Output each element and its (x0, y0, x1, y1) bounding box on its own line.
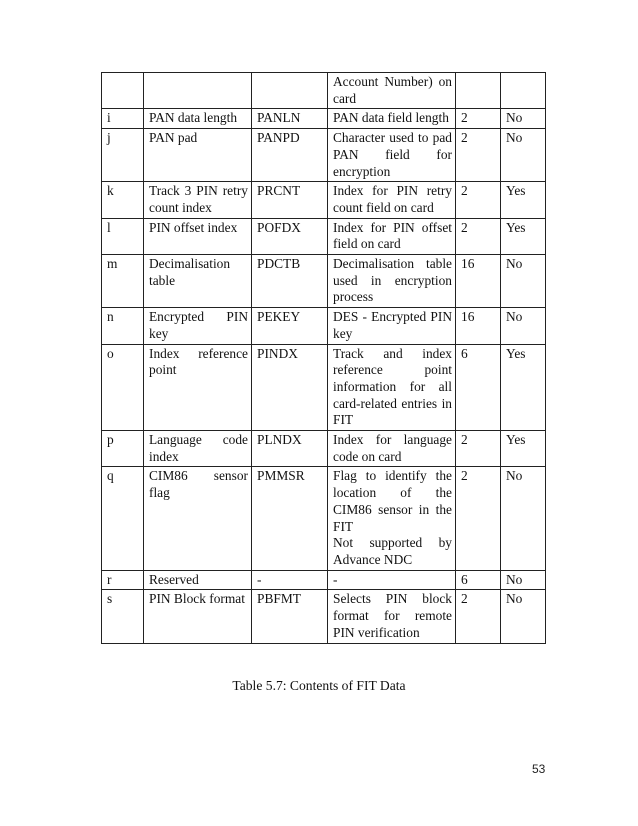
cell-size (456, 73, 501, 109)
cell-letter: i (102, 109, 144, 129)
cell-name: PAN pad (144, 129, 252, 182)
cell-description: - (328, 570, 456, 590)
cell-size: 6 (456, 570, 501, 590)
table-row (102, 344, 546, 431)
table-row (102, 109, 546, 129)
cell-size: 2 (456, 182, 501, 218)
cell-description-note: Not supported by Advance NDC (333, 535, 452, 567)
cell-letter: q (102, 467, 144, 570)
cell-flag: Yes (501, 431, 546, 467)
cell-letter: l (102, 218, 144, 254)
cell-flag: No (501, 590, 546, 643)
cell-mnemonic: - (252, 570, 328, 590)
cell-mnemonic: PDCTB (252, 255, 328, 308)
table-row (102, 590, 546, 643)
cell-name: Decimalisation table (144, 255, 252, 308)
cell-mnemonic: POFDX (252, 218, 328, 254)
cell-size: 16 (456, 255, 501, 308)
cell-size: 2 (456, 129, 501, 182)
cell-flag: No (501, 255, 546, 308)
cell-description: Index for PIN offset field on card (328, 218, 456, 254)
table-row (102, 218, 546, 254)
table-row (102, 129, 546, 182)
table-caption: Table 5.7: Contents of FIT Data (232, 678, 406, 693)
cell-name: CIM86 sensor flag (144, 467, 252, 570)
cell-letter: k (102, 182, 144, 218)
cell-description: Decimalisation table used in encryption process (328, 255, 456, 308)
cell-flag: Yes (501, 218, 546, 254)
cell-name: Language code index (144, 431, 252, 467)
table-body (102, 73, 546, 644)
cell-name: Index reference point (144, 344, 252, 431)
table-row (102, 73, 546, 109)
cell-letter: r (102, 570, 144, 590)
cell-mnemonic: PLNDX (252, 431, 328, 467)
cell-mnemonic: PEKEY (252, 308, 328, 344)
cell-flag: Yes (501, 344, 546, 431)
cell-letter: n (102, 308, 144, 344)
table-row (102, 431, 546, 467)
cell-flag: No (501, 109, 546, 129)
table-row (102, 570, 546, 590)
cell-size: 2 (456, 109, 501, 129)
cell-size: 2 (456, 218, 501, 254)
cell-flag: Yes (501, 182, 546, 218)
cell-mnemonic (252, 73, 328, 109)
cell-flag: No (501, 129, 546, 182)
cell-name: Reserved (144, 570, 252, 590)
table-row (102, 308, 546, 344)
cell-description: Index for PIN retry count field on card (328, 182, 456, 218)
cell-letter: o (102, 344, 144, 431)
table-row (102, 182, 546, 218)
cell-letter: s (102, 590, 144, 643)
cell-description: Track and index reference point information for all card-related entries in FIT (328, 344, 456, 431)
cell-letter (102, 73, 144, 109)
cell-mnemonic: PANPD (252, 129, 328, 182)
cell-name: Track 3 PIN retry count index (144, 182, 252, 218)
cell-letter: m (102, 255, 144, 308)
cell-flag (501, 73, 546, 109)
cell-name: PIN Block format (144, 590, 252, 643)
cell-flag: No (501, 308, 546, 344)
cell-mnemonic: PINDX (252, 344, 328, 431)
cell-mnemonic: PMMSR (252, 467, 328, 570)
fit-data-table (101, 72, 546, 644)
cell-size: 6 (456, 344, 501, 431)
cell-name: Encrypted PIN key (144, 308, 252, 344)
cell-mnemonic: PBFMT (252, 590, 328, 643)
cell-description: PAN data field length (328, 109, 456, 129)
cell-description: Character used to pad PAN field for encryption (328, 129, 456, 182)
cell-mnemonic: PANLN (252, 109, 328, 129)
cell-description: Selects PIN block format for remote PIN verification (328, 590, 456, 643)
cell-size: 16 (456, 308, 501, 344)
cell-letter: j (102, 129, 144, 182)
table-row (102, 255, 546, 308)
page-number: 53 (532, 762, 546, 776)
cell-mnemonic: PRCNT (252, 182, 328, 218)
cell-letter: p (102, 431, 144, 467)
cell-description: Account Number) on card (328, 73, 456, 109)
cell-name (144, 73, 252, 109)
cell-size: 2 (456, 467, 501, 570)
cell-size: 2 (456, 431, 501, 467)
cell-description: Index for language code on card (328, 431, 456, 467)
cell-flag: No (501, 570, 546, 590)
cell-name: PIN offset index (144, 218, 252, 254)
cell-flag: No (501, 467, 546, 570)
table-row (102, 467, 546, 570)
cell-description (328, 467, 456, 570)
cell-name: PAN data length (144, 109, 252, 129)
cell-description-main: Flag to identify the location of the CIM86 sensor in the FIT (333, 468, 452, 534)
cell-description: DES - Encrypted PIN key (328, 308, 456, 344)
cell-size: 2 (456, 590, 501, 643)
